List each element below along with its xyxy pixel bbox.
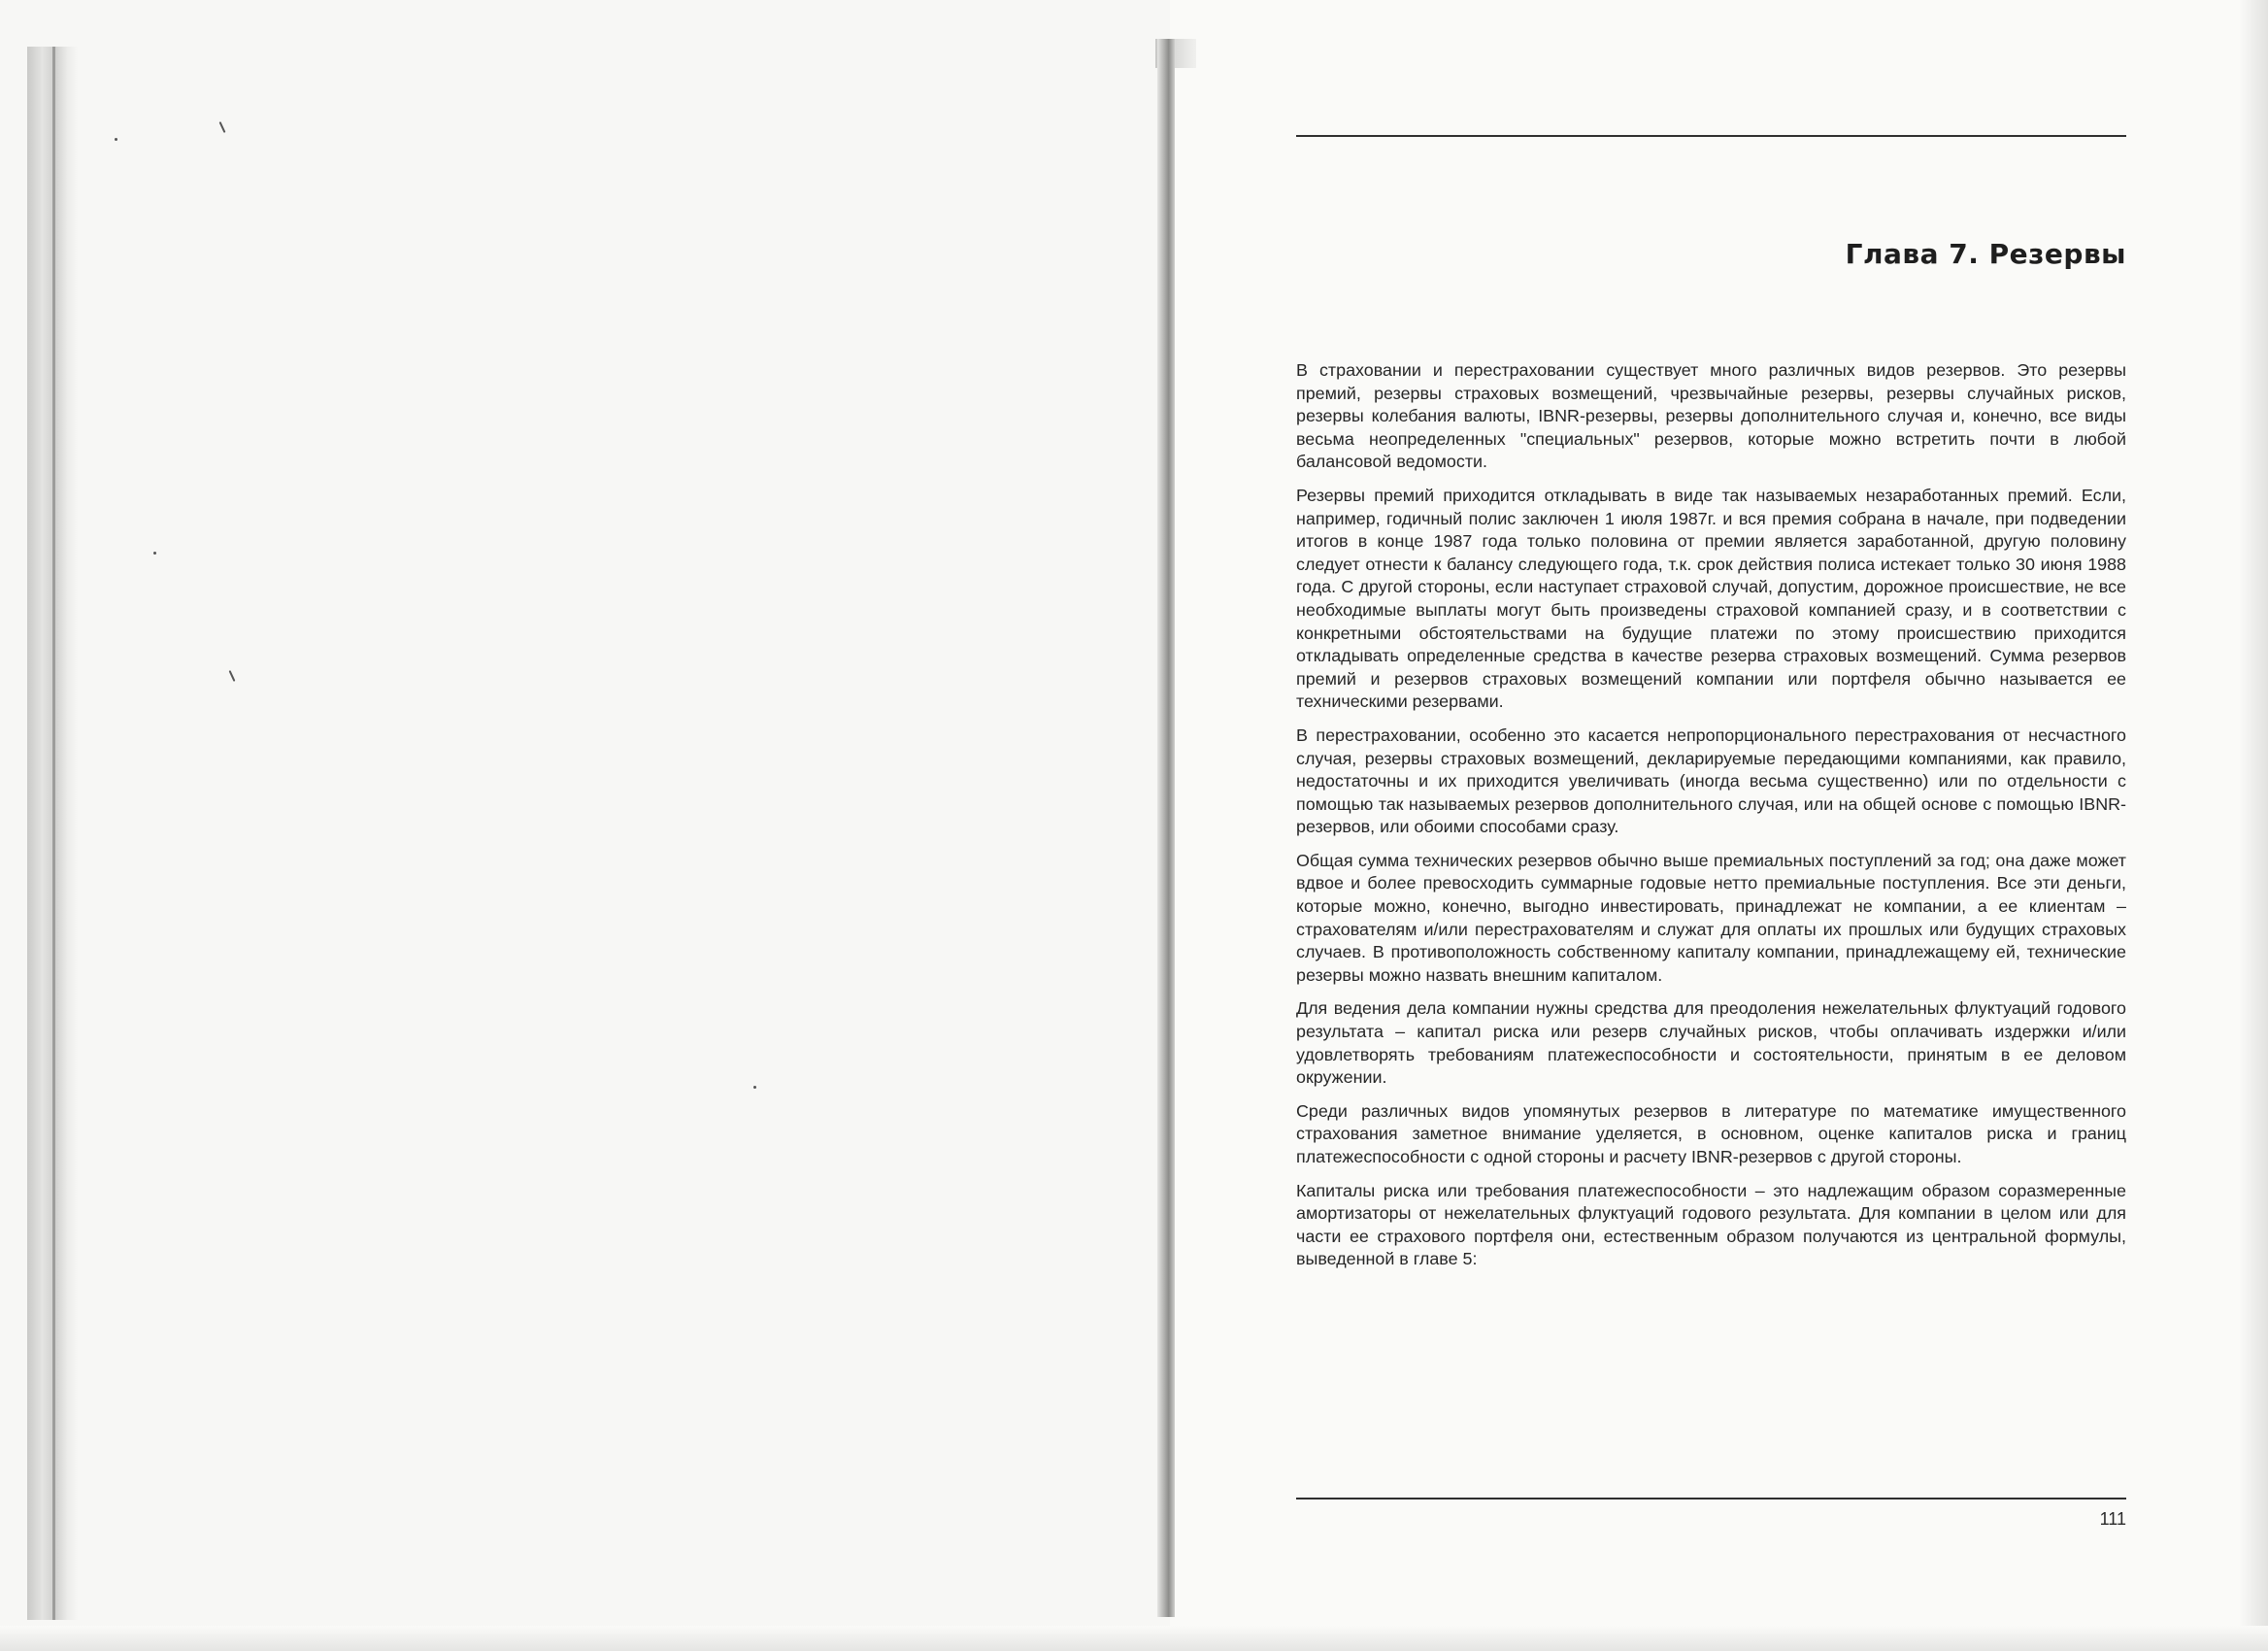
scan-speck	[219, 121, 226, 133]
paragraph: Среди различных видов упомянутых резервов в литературе по математике имущественного страхования заметное внимание уделяется, в основном, оценке капиталов риска и границ платежеспособности с одной стороны и расчету IBNR-резервов с другой стороны.	[1296, 1100, 2126, 1166]
paragraph: В перестраховании, особенно это касается непропорционального перестрахования от несчастного случая, резервы страховых возмещений, декларируемые передающими компаниями, как правило, недостаточны и их приходится увеличивать (иногда весьма существенно) или по отдельности с помощью так называемых резервов дополнительного случая, или на общей основе с помощью IBNR-резервов, или обоими способами сразу.	[1296, 724, 2126, 837]
scan-speck	[229, 670, 236, 682]
paragraph: Общая сумма технических резервов обычно выше премиальных поступлений за год; она даже может вдвое и более превосходить суммарные годовые нетто премиальные поступления. Все эти деньги, которые можно, конечно, выгодно инвестировать, принадлежат не компании, а ее клиентам – страхователям и/или перестрахователям и служат для оплаты их прошлых или будущих страховых случаев. В противоположность собственному капиталу компании, принадлежащему ей, технические резервы можно назвать внешним капиталом.	[1296, 850, 2126, 985]
header-rule	[1296, 135, 2126, 137]
footer-rule	[1296, 1498, 2126, 1499]
bottom-edge-shadow	[0, 1626, 2268, 1651]
left-page-edge-line	[52, 47, 55, 1620]
chapter-body	[1296, 359, 2126, 1282]
book-fold-shadow	[1157, 39, 1175, 1617]
page-number: 111	[2099, 1509, 2126, 1529]
paragraph: В страховании и перестраховании существует много различных видов резервов. Это резервы премий, резервы страховых возмещений, чрезвычайные резервы, резервы случайных рисков, резервы колебания валюты, IBNR-резервы, резервы дополнительного случая и, конечно, все виды весьма неопределенных "специальных" резервов, которые можно встретить почти в любой балансовой ведомости.	[1296, 360, 2126, 472]
chapter-title: Глава 7. Резервы	[1845, 238, 2126, 270]
scan-speck	[153, 552, 156, 555]
paragraph: Для ведения дела компании нужны средства для преодоления нежелательных флуктуаций годового результата – капитал риска или резерв случайных рисков, чтобы оплачивать издержки и/или удовлетворять требованиям платежеспособности и состоятельности, принятым в ее деловом окружении.	[1296, 998, 2126, 1088]
paragraph: Капиталы риска или требования платежеспособности – это надлежащим образом соразмеренные амортизаторы от нежелательных флуктуаций годового результата. Для компании в целом или для части ее страхового портфеля они, естественным образом получаются из центральной формулы, выведенной в главе 5:	[1296, 1180, 2126, 1269]
right-page	[1296, 0, 2126, 1651]
right-page-edge-shadow	[2239, 0, 2268, 1651]
scan-speck	[753, 1086, 756, 1089]
scan-speck	[115, 138, 117, 141]
paragraph: Резервы премий приходится откладывать в виде так называемых незаработанных премий. Если, например, годичный полис заключен 1 июля 1987г. и вся премия собрана в начале, при подведении итогов в конце 1987 года только половина от премии является заработанной, другую половину следует отнести к балансу следующего года, т.к. срок действия полиса истекает только 30 июня 1988 года. С другой стороны, если наступает страховой случай, допустим, дорожное происшествие, не все необходимые выплаты могут быть произведены страховой компанией сразу, и в соответствии с конкретными обстоятельствами на будущие платежи по этому происшествию приходится откладывать определенные средства в качестве резерва страховых возмещений. Сумма резервов премий и резервов страховых возмещений компании или портфеля обычно называется ее техническими резервами.	[1296, 485, 2126, 712]
